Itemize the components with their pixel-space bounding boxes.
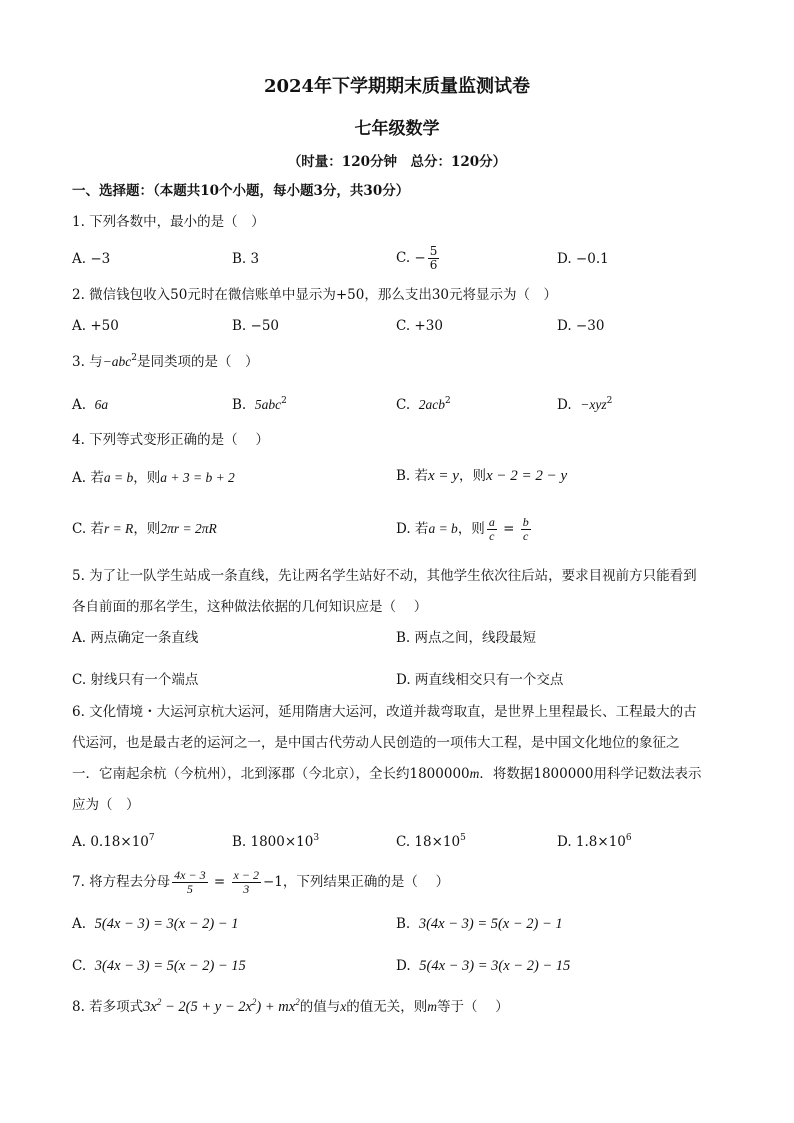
q2-option-c: C. +30 [396, 318, 443, 334]
fraction-denominator: 5 [186, 882, 193, 896]
option-label: C. [72, 958, 87, 974]
q2-option-a: A. +50 [72, 318, 119, 334]
q4-option-b [396, 467, 567, 485]
q4-fraction-left [487, 516, 497, 543]
text-segment: 的值与 [299, 999, 341, 1015]
option-expr: 2πr = 2πR [160, 521, 217, 536]
fraction-numerator: 4x − 3 [174, 868, 206, 882]
q4-fraction-right [521, 516, 531, 543]
q5-option-b: B. 两点之间，线段最短 [396, 630, 537, 646]
option-expr: −xyz [580, 397, 607, 412]
q3-option-c [396, 396, 451, 414]
exponent: 2 [156, 997, 162, 1007]
q8-expression [143, 999, 300, 1015]
q6-line-1: 6. 文化情境・大运河京杭大运河，延用隋唐大运河，改道并裁弯取直，是世界上里程最长、工程最大的古 [72, 704, 697, 720]
q5-line-2: 各自前面的那名学生，这种做法依据的几何知识应是（ ） [72, 599, 428, 615]
option-exponent: 6 [625, 833, 632, 843]
fraction-numerator: b [522, 515, 529, 529]
q6-option-b [232, 833, 319, 851]
q7-option-b [396, 915, 563, 933]
text-segment: −1，下列结果正确的是（ ） [262, 874, 450, 890]
option-text: C. 18×10 [396, 834, 461, 850]
q3-stem [72, 353, 259, 371]
option-expr: 5abc [254, 397, 282, 412]
option-label: D. [396, 958, 411, 974]
q1-option-b: B. 3 [232, 251, 260, 267]
q5-option-c: C. 射线只有一个端点 [72, 672, 199, 688]
option-expr: a = b [103, 470, 134, 485]
q6-line-3 [72, 765, 702, 783]
q3-option-d [557, 396, 612, 414]
exponent: 2 [295, 997, 300, 1007]
q3-stem-pre: 3. 与 [72, 354, 103, 370]
equals-sign: = [498, 521, 519, 537]
equals-sign: = [209, 874, 230, 890]
fraction-numerator: a [488, 515, 495, 529]
q6-line-2: 代运河，也是最古老的运河之一，是中国古代劳动人民创造的一项伟大工程，是中国文化地位的象征之 [72, 735, 680, 751]
option-expr: 2acb [418, 397, 445, 412]
option-expr: x − 2 = 2 − y [485, 468, 568, 484]
text-segment: 的值无关，则 [346, 999, 428, 1015]
variable: m [427, 999, 437, 1014]
option-text: ，则 [458, 468, 486, 484]
option-expr: 5(4x − 3) = 3(x − 2) − 1 [94, 916, 239, 932]
q7-fraction-right [232, 869, 261, 896]
option-exponent: 2 [281, 396, 287, 406]
variable: x [340, 999, 347, 1014]
q1-option-c-fraction [428, 245, 440, 272]
option-text: ，则 [133, 521, 161, 537]
q7-fraction-left [172, 869, 207, 896]
unit-symbol: m [469, 766, 480, 781]
q1-stem: 1. 下列各数中，最小的是（ ） [72, 214, 265, 230]
q2-stem: 2. 微信钱包收入50元时在微信账单中显示为+50，那么支出30元将显示为（ ） [72, 287, 558, 303]
option-label: B. [232, 397, 247, 413]
option-label: A. [72, 397, 87, 413]
option-expr: 3(4x − 3) = 5(x − 2) − 15 [94, 958, 246, 974]
q1-option-a: A. −3 [72, 251, 111, 267]
q6-option-a [72, 833, 155, 851]
exam-info: （时量：120分钟 总分：120分） [287, 154, 507, 170]
q3-stem-post: 是同类项的是（ ） [137, 354, 259, 370]
q1-option-d: D. −0.1 [557, 251, 609, 267]
option-expr: a = b [428, 521, 458, 536]
q3-stem-expr: −abc [102, 354, 132, 369]
option-label: C. [396, 397, 411, 413]
q4-stem: 4. 下列等式变形正确的是（ ） [72, 432, 269, 448]
q7-option-d [396, 957, 570, 975]
q2-option-b: B. −50 [232, 318, 279, 334]
fraction-denominator: 3 [243, 882, 250, 896]
expr-part: 3x [143, 999, 157, 1015]
option-expr: 3(4x − 3) = 5(x − 2) − 1 [418, 916, 563, 932]
q5-option-d: D. 两直线相交只有一个交点 [396, 672, 564, 688]
q7-option-c [72, 957, 246, 975]
q4-option-a [72, 469, 235, 487]
option-text: C. 若 [72, 521, 104, 537]
q1-option-c-prefix: C. − [396, 250, 426, 266]
option-text: B. 1800×10 [232, 834, 314, 850]
option-exponent: 7 [148, 833, 155, 843]
option-label: A. [72, 916, 87, 932]
text-segment: 7. 将方程去分母 [72, 874, 171, 890]
fraction-denominator: c [523, 529, 529, 543]
exponent: 2 [251, 997, 257, 1007]
text-segment: ．将数据1800000用科学记数法表示 [479, 766, 702, 782]
option-text: D. 1.8×10 [557, 834, 626, 850]
fraction-numerator: x − 2 [233, 868, 259, 882]
q8-stem [72, 998, 509, 1016]
fraction-denominator: 6 [429, 258, 438, 272]
option-label: B. [396, 916, 411, 932]
expr-part: ) + mx [256, 999, 296, 1015]
q2-option-d: D. −30 [557, 318, 605, 334]
q4-option-c [72, 520, 217, 538]
q7-stem [72, 862, 449, 902]
option-label: D. [557, 397, 572, 413]
option-expr: r = R [103, 521, 134, 536]
q6-option-c [396, 833, 466, 851]
option-exponent: 5 [460, 833, 466, 843]
q3-stem-exponent: 2 [131, 353, 138, 363]
text-segment: 一．它南起余杭（今杭州），北到涿郡（今北京），全长约1800000 [72, 766, 470, 782]
q7-option-a [72, 915, 238, 933]
exam-subtitle: 七年级数学 [354, 119, 440, 139]
q6-line-4: 应为（ ） [72, 797, 140, 813]
option-exponent: 2 [606, 396, 613, 406]
q4-option-d [396, 510, 533, 548]
option-expr: 5(4x − 3) = 3(x − 2) − 15 [419, 958, 571, 974]
option-exponent: 2 [444, 396, 451, 406]
section-heading: 一、选择题：（本题共10个小题，每小题3分，共30分） [72, 183, 410, 199]
q5-line-1: 5. 为了让一队学生站成一条直线，先让两名学生站好不动，其他学生依次往后站，要求目视前方只能看到 [72, 568, 697, 584]
option-text: D. 若 [396, 521, 429, 537]
option-text: A. 若 [72, 470, 104, 486]
fraction-denominator: c [489, 529, 495, 543]
q3-option-a [72, 396, 108, 414]
option-text: B. 若 [396, 468, 429, 484]
option-text: A. 0.18×10 [72, 834, 149, 850]
option-expr: x = y [428, 468, 459, 484]
fraction-numerator: 5 [429, 244, 438, 258]
option-expr: a + 3 = b + 2 [160, 470, 235, 485]
q6-option-d [557, 833, 632, 851]
text-segment: 等于（ ） [436, 999, 509, 1015]
q5-option-a: A. 两点确定一条直线 [72, 630, 199, 646]
q1-option-c [396, 240, 441, 276]
option-text: ，则 [457, 521, 485, 537]
option-exponent: 3 [313, 833, 320, 843]
text-segment: 8. 若多项式 [72, 999, 144, 1015]
exam-title: 2024年下学期期末质量监测试卷 [263, 76, 531, 97]
expr-part: − 2(5 + y − 2x [161, 999, 252, 1015]
option-expr: 6a [94, 397, 109, 412]
q3-option-b [232, 396, 287, 414]
option-text: ，则 [133, 470, 161, 486]
